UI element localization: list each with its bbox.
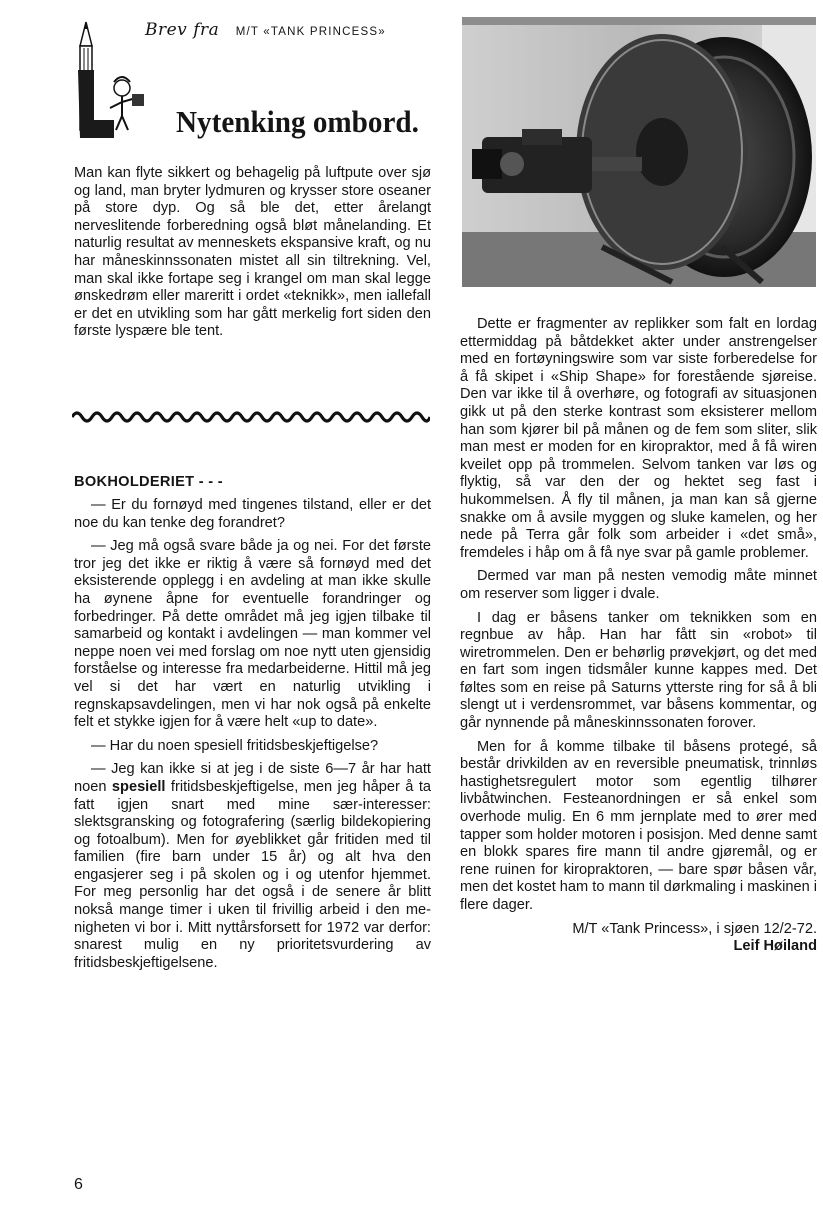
- pencil-logo-icon: [74, 20, 154, 140]
- body-paragraph: Dermed var man på nesten vemodig måte minnet om reserver som ligger i dvale.: [460, 568, 817, 602]
- right-column: [460, 316, 817, 956]
- intro-block: [74, 165, 431, 341]
- body-paragraph: I dag er båsens tanker om teknikken som en regnbue av håp. Han har fått sin «robot» til wiretrommelen. Den er behørlig prøvekjørt, og det med en fart som ingen tidsmåler kunne kappes med. Det føltes som en reise på Saturns ytterste ring for så å bli slengt ut i verdensrommet, var båsens kommentar, og går nynnende på måneskinnssonaten forover.: [460, 609, 817, 732]
- answer-text: fritidsbeskjeftigelse, men jeg håper å ta fatt igjen snart med mine sær-interesser: slektsgransking og fotografering (særlig bildekopiering og fotoalbum). Men for øyeblikket går fritiden med til familien (fire barn under 15 år) og alt hva den engasjerer seg i på skolen og i og utenfor hjemmet. For meg personlig har det også i de senere år blitt nokså mange timer i uken til frivillig arbeid i den menigheten vi bor i. Mitt nyttårsforsett for 1972 var derfor: snarest mulig en ny prioritetsvurdering av fritidsbeskjeftigelsene.: [74, 778, 431, 971]
- page-number: 6: [74, 1176, 83, 1193]
- byline: [460, 921, 817, 956]
- masthead: [145, 20, 475, 48]
- interview-paragraph: — Har du noen spesiell fritidsbeskjeftigelse?: [91, 737, 379, 754]
- masthead-script-label: Brev fra: [145, 20, 220, 40]
- section-heading: BOKHOLDERIET - - -: [74, 474, 223, 490]
- wavy-divider-icon: [72, 406, 430, 428]
- masthead-magazine-label: M/T «TANK PRINCESS»: [235, 26, 386, 38]
- wire-drum-photo: [462, 17, 816, 287]
- interview-block: [74, 497, 431, 972]
- interview-paragraph: — Er du fornøyd med tingenes tilstand, eller er det noe du kan tenke deg forandret?: [74, 497, 431, 531]
- interview-last-answer: [74, 761, 431, 972]
- body-paragraph: Men for å komme tilbake til båsens protegé, så består drivkilden av en reversible pneumatisk, trinnløs hastighetsregulert motor som egentlig tilhører livbåtwinchen. Festeanordningen er så enkel som overhode mulig. En 6 mm jernplate med to ører med tapper som holder motoren i posisjon. Med denne samt en blokk spares fire mann til andre gjøremål, og er rene ruinen for kiropraktoren, — bare spør båsen vår, men det kostet ham to mann til dørkmaling i maskinen i flere dager.: [460, 738, 817, 913]
- answer-emphasis: spesiell: [111, 778, 166, 795]
- body-paragraph: Dette er fragmenter av replikker som falt en lordag ettermiddag på båtdekket akter under anstrengelser med en fortøyningswire som var siste forberedelse for å få skipet i «Ship Shape» for forestående sjøreise. Den var ikke til å overhøre, og fotografi av situasjonen gikk ut på den sterke kontrast som eksisterer mellom han som kjører bil på månen og de fem som sliter, slik man mest er moden for en kiropraktor, med å få wiren kveilet opp på trommelen. Selvom tanken var løs og flyktig, så var den der og hektet seg fast i hukommelsen. Å fly til månen, ja man kan så gjerne snakke om å avsile myggen og sluke kamelen, og her nede på Terra går folk som arbeider i «det små», fremdeles i håp om å få nye svar på gamle problemer.: [460, 316, 817, 561]
- interview-paragraph: — Jeg må også svare både ja og nei. For det første tror jeg det ikke er riktig å være så fornøyd med det eksisterende opplegg i en avdeling at man ikke skulle ha øynene åpne for eventuelle forandringer og forbedringer. På dette området må jeg igjen tilbake til samarbeid og kontakt i avdelingen — man kommer vel neppe noen vei med forslag om noe nytt uten gjensidig forståelse og interesse fra medarbeiderne. Hittil må jeg vel si det har vært en naturlig utvikling i regnskapsavdelingen, men vi har nok også på enkelte felt et stykke igjen for å være helt «up to date».: [74, 538, 431, 731]
- answer-text: — Jeg kan ikke si at jeg i de siste 6—7 år har hatt noen: [74, 761, 431, 795]
- byline-place: M/T «Tank Princess», i sjøen 12/2-72.: [572, 920, 817, 937]
- article-title: Nytenking ombord.: [176, 104, 419, 139]
- intro-paragraph: Man kan flyte sikkert og behagelig på luftpute over sjø og land, man bryter lydmuren og krysser store oseaner på store dyp. Og så ble det, etter årelangt nerveslitende forberedning også bløt månelanding. Et naturlig resultat av menneskets ekspansive kraft, og nu har måneskinnssonaten mistet all sin tiltrekning. Vel, man skal ikke fortape seg i krangel om man skal legge ønskedrøm eller mareritt i ordet «teknikk», men iallefall er det en utvikling som har gått merkelig fort siden den første lyspære ble tent.: [74, 165, 431, 340]
- byline-name: Leif Høiland: [733, 938, 817, 955]
